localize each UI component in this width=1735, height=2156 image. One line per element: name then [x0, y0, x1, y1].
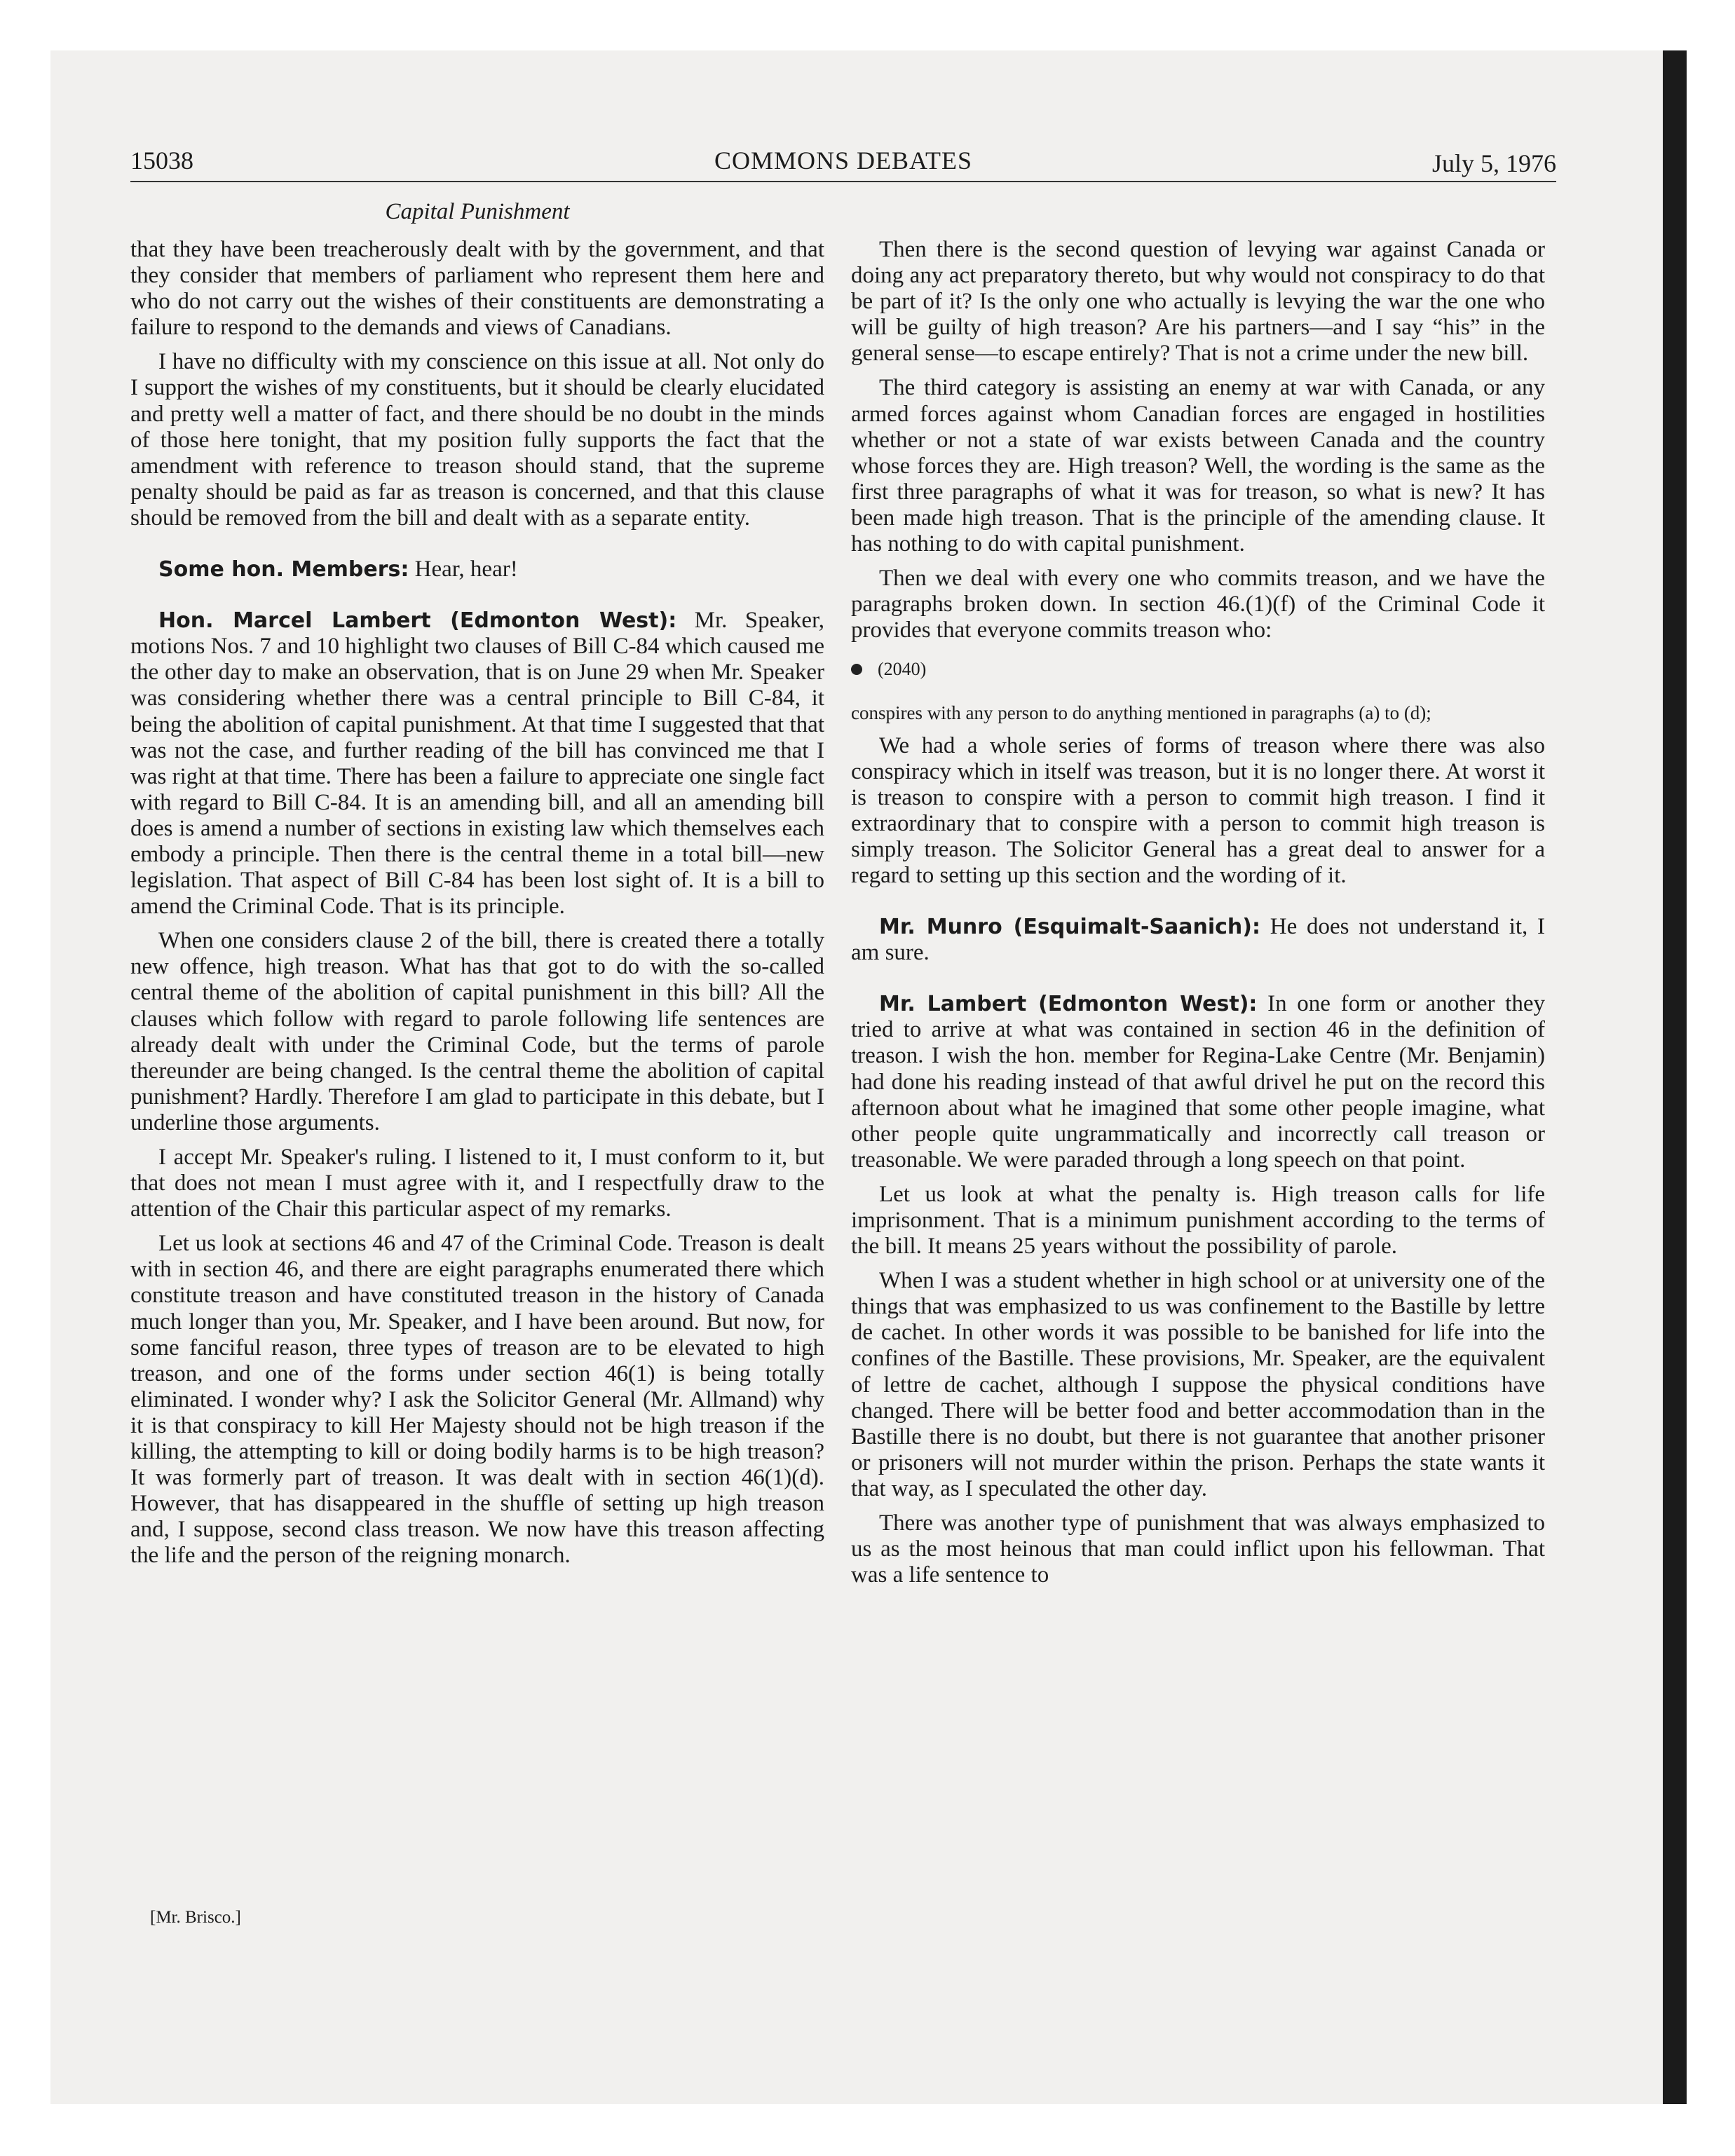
page-footer: [Mr. Brisco.] — [150, 1908, 241, 1927]
paragraph: Let us look at what the penalty is. High treason calls for life imprisonment. That is a minimum punishment according to the terms of the bill. It means 25 years without the possibility of parole. — [851, 1181, 1545, 1260]
paragraph: Then we deal with every one who commits treason, and we have the paragraphs broken down. In section 46.(1)(f) of the Criminal Code it provides that everyone commits treason who: — [851, 566, 1545, 643]
header-rule — [130, 181, 1556, 182]
paragraph: We had a whole series of forms of treason where there was also conspiracy which in itself was treason, but it is no longer there. At worst it is treason to conspire with a person to commit high treason. I find it extraordinary that to conspire with a person to commit high treason is simply treason. The Solicitor General has a great deal to answer for a regard to setting up this section and the wording of it. — [851, 732, 1545, 888]
publication-title: COMMONS DEBATES — [714, 146, 973, 175]
speaker-name: Mr. Lambert (Edmonton West): — [879, 992, 1258, 1017]
page-header — [130, 146, 1556, 185]
speech — [851, 914, 1545, 966]
page-date: July 5, 1976 — [1431, 149, 1556, 177]
bullet-icon — [851, 664, 862, 675]
paragraph: The third category is assisting an enemy at war with Canada, or any armed forces against whom Canadian forces are engaged in hostilities whether or not a state of war exists between Canada and the country whose forces they are. High treason? Well, the wording is the same as the first three paragraphs of what it was for treason, so what is new? It has been made high treason. That is the principle of the amending clause. It has nothing to do with capital punishment. — [851, 375, 1545, 557]
time-marker-text: (2040) — [878, 659, 927, 680]
paragraph: that they have been treacherously dealt with by the government, and that they consider that members of parliament who represent them here and who do not carry out the wishes of their constituents are demonstrating a failure to respond to the demands and views of Canadians. — [130, 237, 824, 341]
paragraph: There was another type of punishment that was always emphasized to us as the most heinous that man could inflict upon his fellowman. That was a life sentence to — [851, 1510, 1545, 1588]
section-title: Capital Punishment — [385, 199, 570, 224]
page-number: 15038 — [130, 146, 193, 175]
speaker-name: Some hon. Members: — [158, 557, 409, 582]
left-column — [130, 237, 824, 1578]
interjection-text: Hear, hear! — [414, 557, 518, 582]
speaker-name: Mr. Munro (Esquimalt-Saanich): — [879, 915, 1260, 940]
speech — [130, 608, 824, 920]
speech — [851, 991, 1545, 1173]
speaker-name: Hon. Marcel Lambert (Edmonton West): — [158, 608, 677, 634]
paragraph: I accept Mr. Speaker's ruling. I listened to it, I must conform to it, but that does not mean I must agree with it, and I respectfully draw to the attention of the Chair this particular aspect of my remarks. — [130, 1145, 824, 1222]
paragraph: When one considers clause 2 of the bill, there is created there a totally new offence, high treason. What has that got to do with the so-called central theme of the abolition of capital punishment in this bill? All the clauses which follow with regard to parole following life sentences are already dealt with under the Criminal Code, but the terms of parole thereunder are being changed. Is the central theme the abolition of capital punishment? Hardly. Therefore I am glad to participate in this debate, but I underline those arguments. — [130, 928, 824, 1135]
interjection — [130, 557, 824, 582]
paragraph: I have no difficulty with my conscience on this issue at all. Not only do I support the wishes of my constituents, but it should be clearly elucidated and pretty well a matter of fact, and there should be no doubt in the minds of those here tonight, that my position fully supports the fact that the amendment with reference to treason should stand, that the supreme penalty should be paid as far as treason is concerned, and that this clause should be removed from the bill and dealt with as a separate entity. — [130, 349, 824, 531]
paragraph: When I was a student whether in high school or at university one of the things that was emphasized to us was confinement to the Bastille by lettre de cachet. In other words it was possible to be banished for life into the confines of the Bastille. These provisions, Mr. Speaker, are the equivalent of lettre de cachet, although I suppose the physical conditions have changed. There will be better food and better accommodation than in the Bastille there is no doubt, but there is not guarantee that another prisoner or prisoners will not murder within the prison. Perhaps the state wants it that way, as I speculated the other day. — [851, 1268, 1545, 1501]
statute-quote: conspires with any person to do anything mentioned in paragraphs (a) to (d); — [851, 702, 1431, 723]
speech-text: He does not understand it, I am sure. — [851, 914, 1546, 966]
binding-edge — [1663, 50, 1687, 2104]
time-marker — [851, 656, 1545, 682]
speech-text: Mr. Speaker, motions Nos. 7 and 10 highlight two clauses of Bill C-84 which caused me the other day to make an observation, that is on June 29 when Mr. Speaker was considering whether there was a central principle to Bill C-84, it being the abolition of capital punishment. At that time I suggested that that was not the case, and further reading of the bill has convinced me that I was right at that time. There has been a failure to appreciate one single fact with regard to Bill C-84. It is an amending bill, and all an amending bill does is amend a number of sections in existing law which themselves each embody a principle. Then there is the central theme in a total bill—new legislation. That aspect of Bill C-84 has been lost sight of. It is a bill to amend the Criminal Code. That is its principle. — [130, 608, 824, 920]
speech-text: In one form or another they tried to arrive at what was contained in section 46 in the definition of treason. I wish the hon. member for Regina-Lake Centre (Mr. Benjamin) had done his reading instead of that awful drivel he put on the record this afternoon about what he imagined that some other people imagine, what other people quite ungrammatically and incorrectly call treason or treasonable. We were paraded through a long speech on that point. — [851, 991, 1545, 1173]
paragraph: Then there is the second question of levying war against Canada or doing any act preparatory thereto, but why would not conspiracy to do that be part of it? Is the only one who actually is levying the war the one who will be guilty of high treason? Are his partners—and I say “his” in the general sense—to escape entirely? That is not a crime under the new bill. — [851, 237, 1545, 367]
right-column — [851, 237, 1545, 1597]
paragraph: Let us look at sections 46 and 47 of the Criminal Code. Treason is dealt with in section 46, and there are eight paragraphs enumerated there which constitute treason and have constituted treason in the history of Canada much longer than you, Mr. Speaker, and I have been around. But now, for some fanciful reason, three types of treason are to be elevated to high treason, and one of the forms under section 46(1) is being totally eliminated. I wonder why? I ask the Solicitor General (Mr. Allmand) why it is that conspiracy to kill Her Majesty should not be high treason if the killing, the attempting to kill or doing bodily harms is to be high treason? It was formerly part of treason. It was dealt with in section 46(1)(d). However, that has disappeared in the shuffle of setting up high treason and, I suppose, second class treason. We now have this treason affecting the life and the person of the reigning monarch. — [130, 1231, 824, 1569]
